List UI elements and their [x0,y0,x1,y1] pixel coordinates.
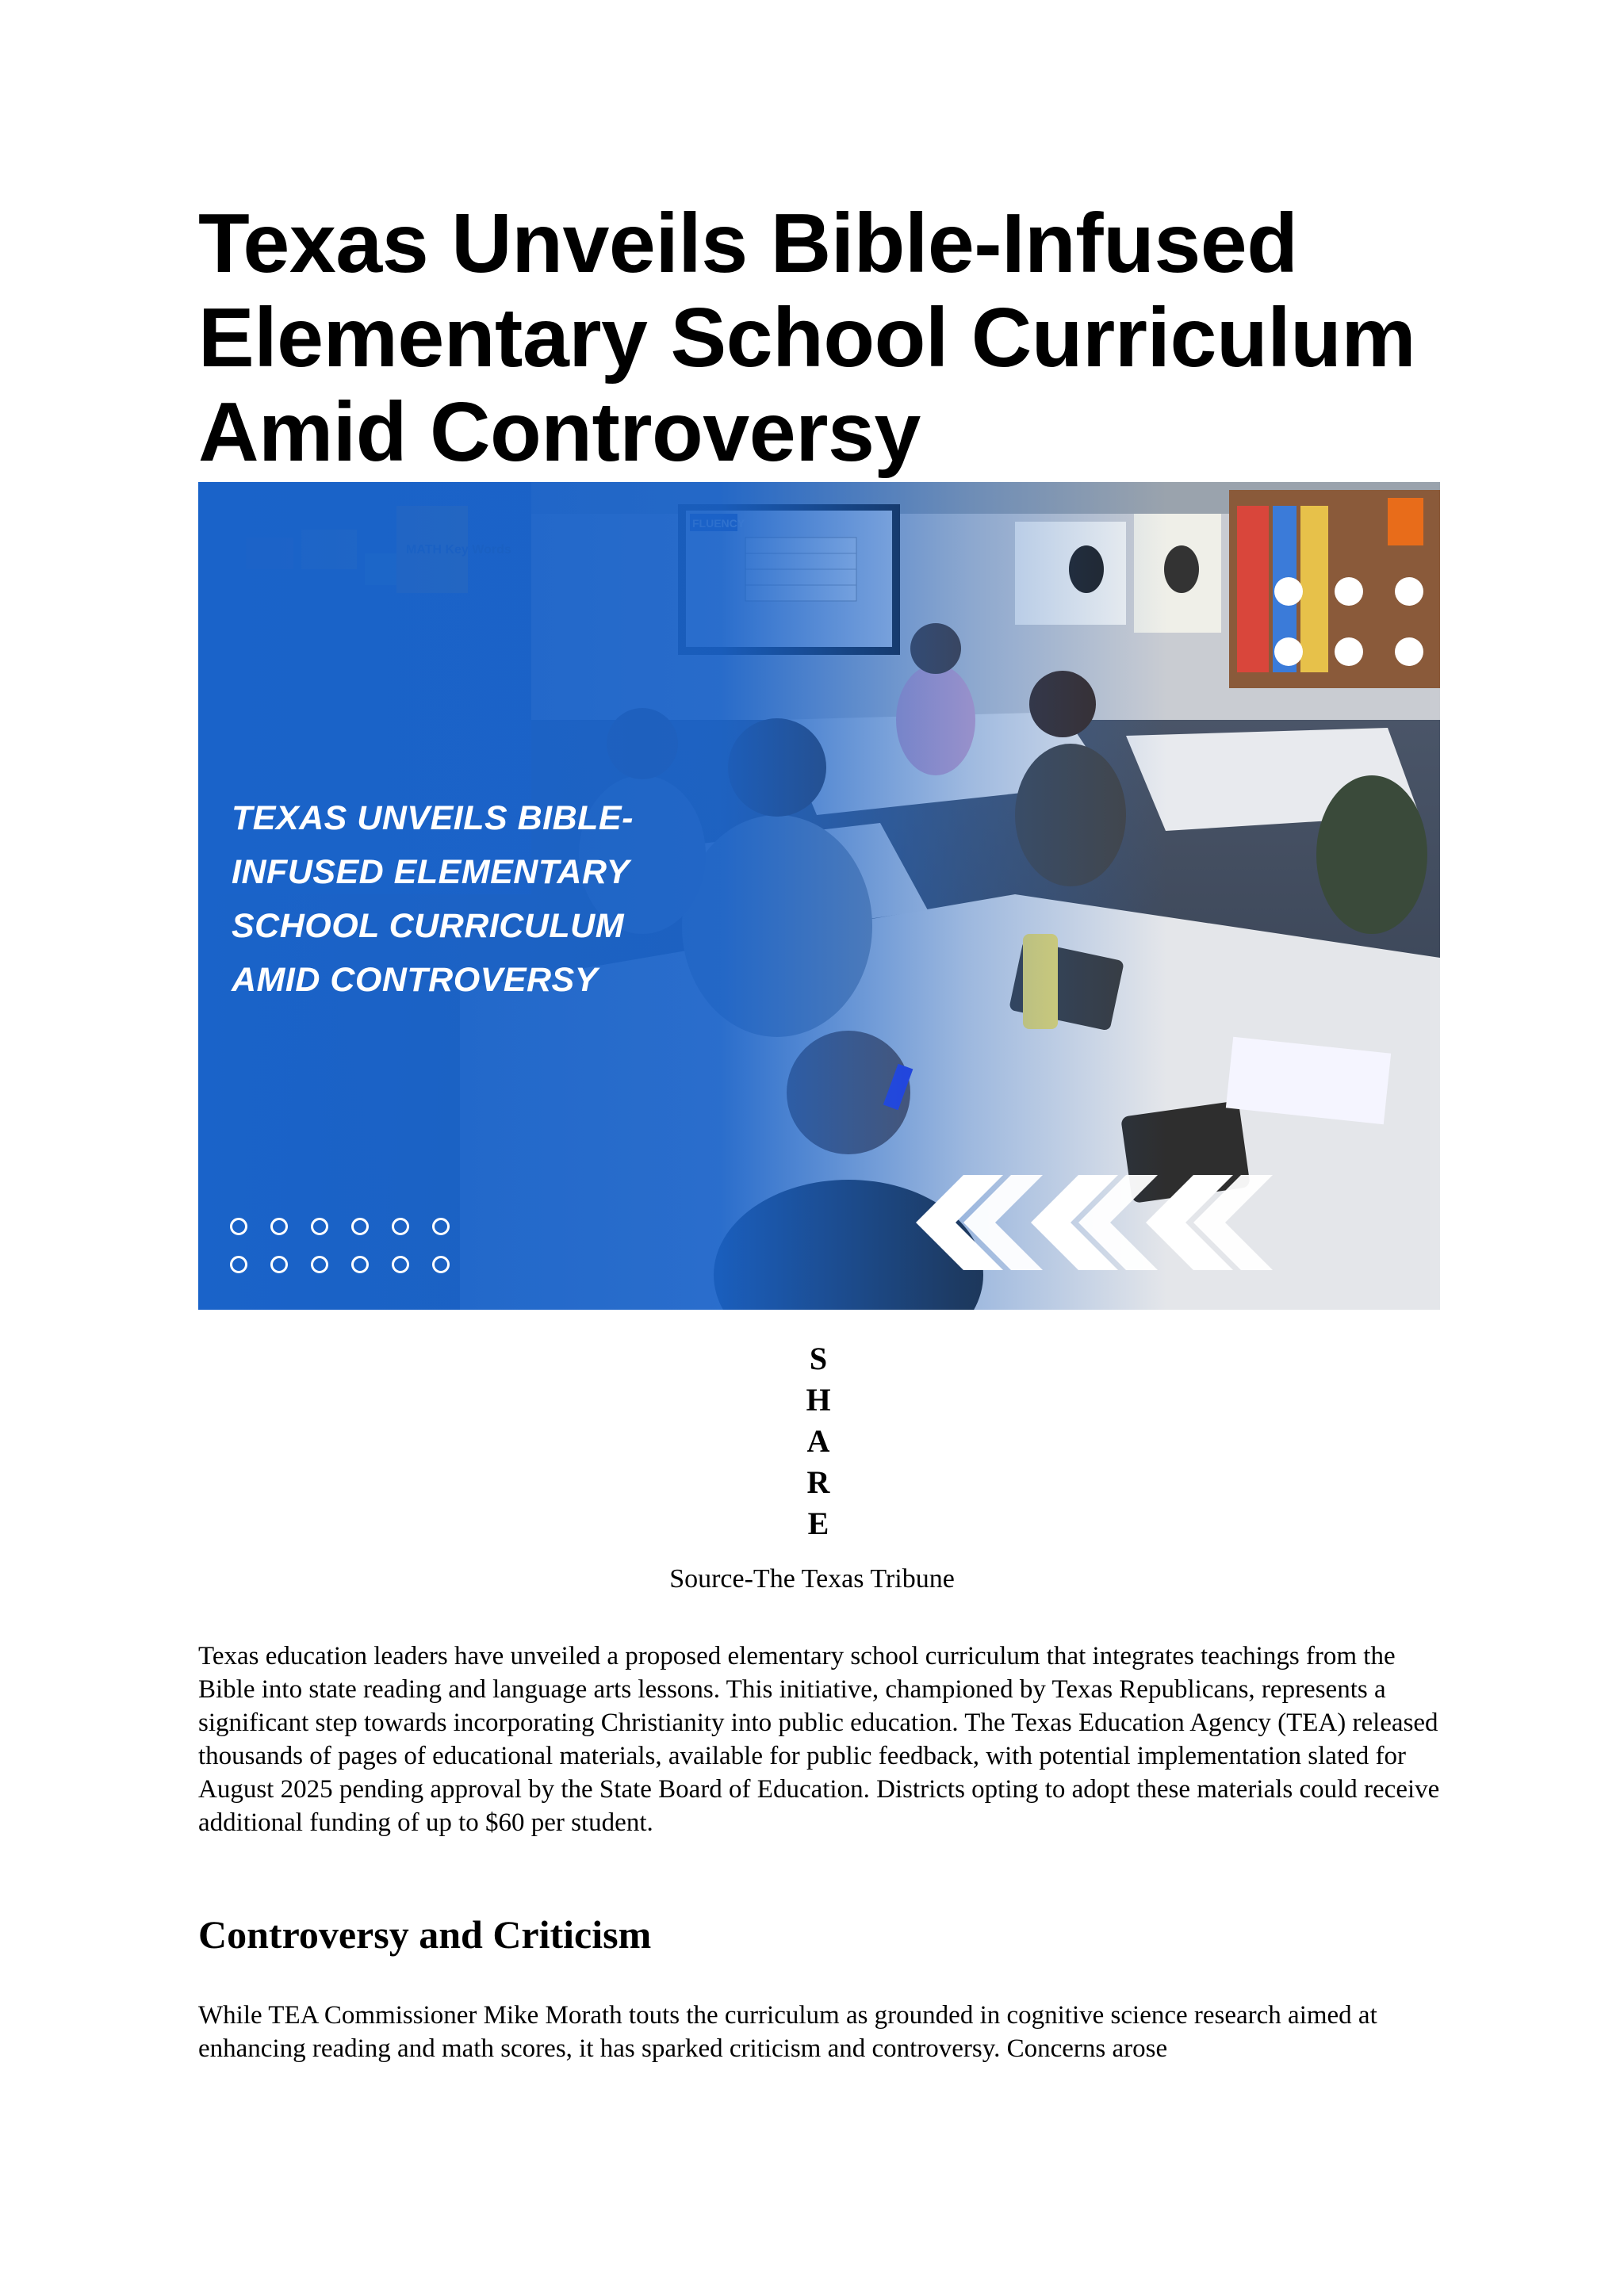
hero-overlay-line: INFUSED ELEMENTARY [232,853,630,891]
ring-dot [351,1256,369,1273]
double-chevron-left-icon [916,1175,1328,1270]
share-vertical-label[interactable] [801,1338,836,1544]
ring-dot [270,1256,288,1273]
ring-dot [392,1256,409,1273]
share-letter: S [809,1341,828,1376]
hero-overlay-line: SCHOOL CURRICULUM [232,907,625,945]
intro-paragraph: Texas education leaders have unveiled a proposed elementary school curriculum that integrates teachings from the Bible into state reading and language arts lessons. This initiative, championed by Texas Republicans, represents a significant step towards incorporating Christianity into public education. The Texas Education Agency (TEA) released thousands of pages of educational materials, available for public feedback, with potential implementation slated for August 2025 pending approval by the State Board of Education. Districts opting to adopt these materials could receive additional funding of up to $60 per student. [198,1642,1440,1837]
share-letter: E [807,1506,829,1541]
ring-dot [311,1256,328,1273]
hero-overlay-line: TEXAS UNVEILS BIBLE- [232,799,634,837]
share-letter: A [806,1423,830,1459]
share-letter: R [806,1464,830,1500]
hero-image [198,482,1440,1310]
hero-overlay-line: AMID CONTROVERSY [232,961,598,999]
white-dot [1274,577,1303,606]
ring-dot [230,1256,247,1273]
white-dot [1274,637,1303,666]
ring-dot [270,1218,288,1235]
white-dot [1395,637,1423,666]
ring-dot [230,1218,247,1235]
article-title: Texas Unveils Bible-Infused Elementary School Curriculum Amid Controversy [198,197,1416,479]
share-letter: H [806,1382,831,1418]
image-source-caption: Source-The Texas Tribune [669,1564,955,1594]
section-paragraph: While TEA Commissioner Mike Morath touts the curriculum as grounded in cognitive science research aimed at enhancing reading and math scores, it has sparked criticism and controversy. Concerns arose [198,2001,1377,2063]
white-dot [1335,577,1363,606]
decorative-ring-grid [230,1218,468,1273]
white-dot [1335,637,1363,666]
ring-dot [432,1256,450,1273]
ring-dot [311,1218,328,1235]
white-dot [1395,577,1423,606]
ring-dot [392,1218,409,1235]
ring-dot [351,1218,369,1235]
section-heading: Controversy and Criticism [198,1912,652,1957]
ring-dot [432,1218,450,1235]
hero-overlay-headline [232,791,634,1007]
decorative-dot-grid [1274,577,1423,666]
